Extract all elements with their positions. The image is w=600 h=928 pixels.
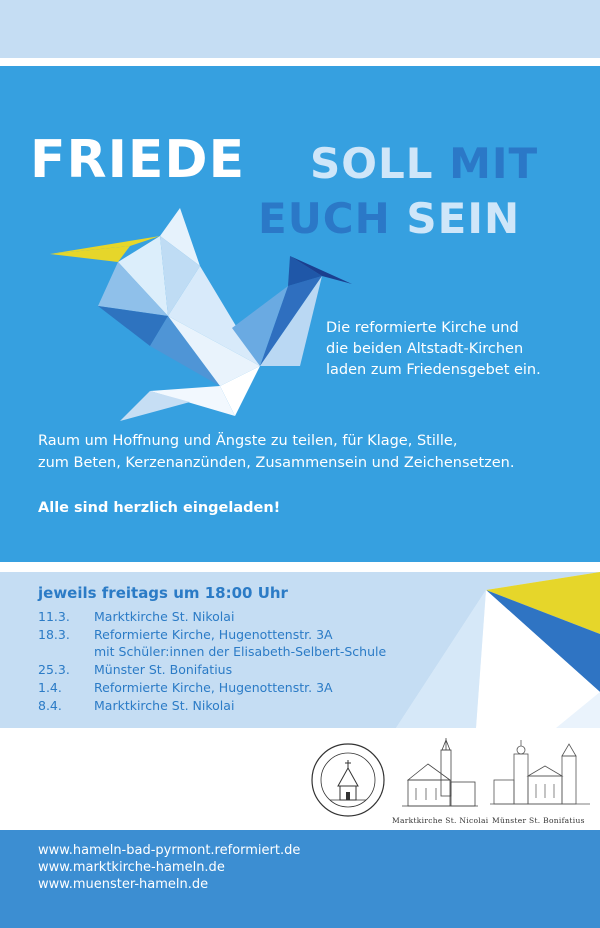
- place-line: Marktkirche St. Nikolai: [94, 698, 235, 713]
- origami-dove-icon: [40, 206, 360, 426]
- footer: [0, 830, 600, 928]
- intro-text: [326, 318, 591, 381]
- place-line: Marktkirche St. Nikolai: [94, 609, 235, 624]
- place-extra: mit Schüler:innen der Elisabeth-Selbert-Schule: [94, 644, 387, 659]
- title-mit: MIT: [449, 139, 539, 188]
- muenster-sketch: [488, 738, 592, 812]
- church-seal-logo: [310, 742, 386, 818]
- divider: [0, 562, 600, 572]
- schedule-date: 1.4.: [38, 680, 62, 695]
- schedule-place: [94, 679, 458, 696]
- marktkirche-sketch: [398, 736, 480, 812]
- divider: [0, 58, 600, 66]
- body-line: zum Beten, Kerzenanzünden, Zusammensein und Zeichensetzen.: [38, 455, 515, 471]
- schedule-place: [94, 661, 458, 678]
- hero-section: [0, 66, 600, 562]
- schedule-item: [38, 608, 458, 625]
- link-marktkirche[interactable]: www.marktkirche-hameln.de: [38, 860, 225, 875]
- schedule-place: [94, 626, 458, 660]
- footer-links: [38, 842, 300, 893]
- schedule-date: 18.3.: [38, 627, 70, 642]
- title-euch: EUCH: [258, 194, 391, 243]
- intro-line: Die reformierte Kirche und: [326, 320, 519, 336]
- body-line: Raum um Hoffnung und Ängste zu teilen, für Klage, Stille,: [38, 433, 458, 449]
- title-line-2: [310, 139, 538, 188]
- top-band: [0, 0, 600, 58]
- invite-text: Alle sind herzlich eingeladen!: [38, 500, 281, 516]
- schedule-place: [94, 608, 458, 625]
- caption-marktkirche: Marktkirche St. Nicolai: [392, 816, 489, 825]
- caption-muenster: Münster St. Bonifatius: [492, 816, 585, 825]
- title-soll: SOLL: [310, 139, 434, 188]
- body-text: [38, 430, 578, 474]
- title-friede: FRIEDE: [30, 130, 246, 190]
- schedule-item: [38, 661, 458, 678]
- schedule-section: [0, 572, 600, 728]
- schedule-item: [38, 626, 458, 660]
- intro-line: die beiden Altstadt-Kirchen: [326, 341, 524, 357]
- schedule-date: 8.4.: [38, 698, 62, 713]
- place-line: Reformierte Kirche, Hugenottenstr. 3A: [94, 680, 333, 695]
- place-line: Reformierte Kirche, Hugenottenstr. 3A: [94, 627, 333, 642]
- schedule-item: [38, 679, 458, 696]
- schedule-title: jeweils freitags um 18:00 Uhr: [38, 584, 288, 602]
- schedule-date: 11.3.: [38, 609, 70, 624]
- intro-line: laden zum Friedensgebet ein.: [326, 362, 541, 378]
- place-line: Münster St. Bonifatius: [94, 662, 233, 677]
- schedule-place: [94, 697, 458, 714]
- title-sein: SEIN: [406, 194, 521, 243]
- link-reformiert[interactable]: www.hameln-bad-pyrmont.reformiert.de: [38, 843, 301, 858]
- logos-section: [0, 728, 600, 830]
- link-muenster[interactable]: www.muenster-hameln.de: [38, 877, 209, 892]
- schedule-date: 25.3.: [38, 662, 70, 677]
- schedule-list: [38, 608, 458, 715]
- schedule-item: [38, 697, 458, 714]
